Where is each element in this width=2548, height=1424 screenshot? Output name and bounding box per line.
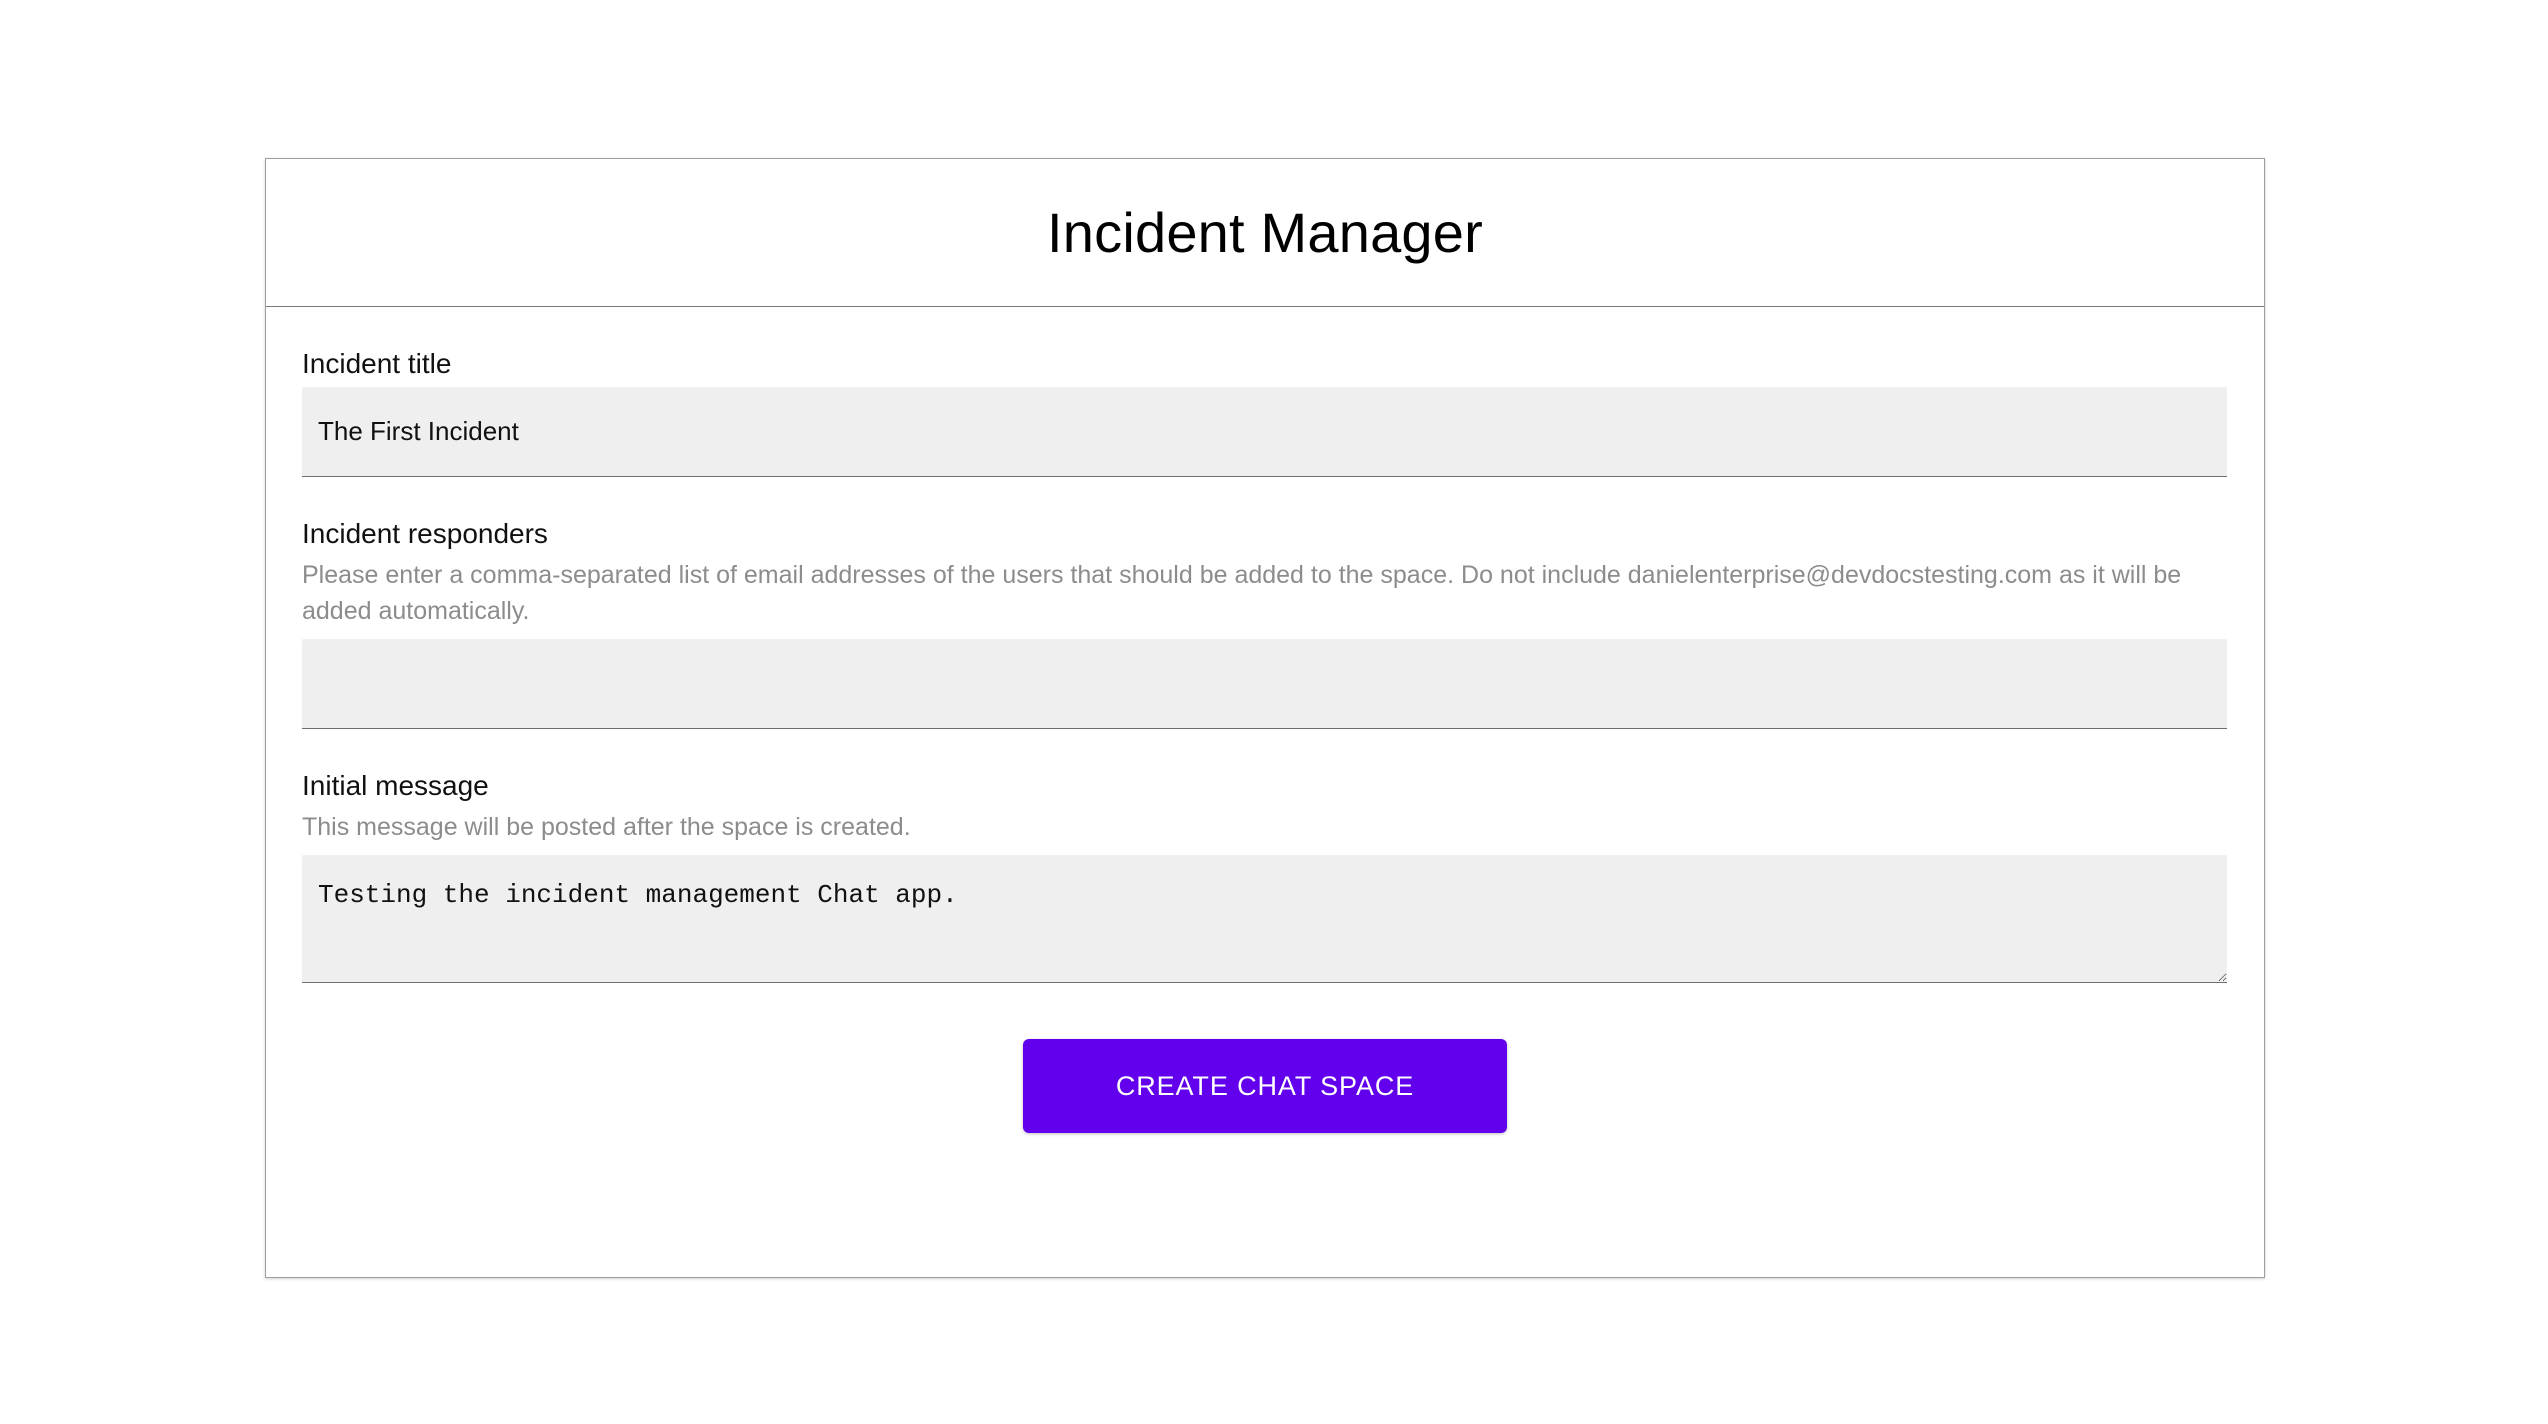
incident-responders-help: Please enter a comma-separated list of email addresses of the users that should be added to the space. Do not include danielenterprise@devdocstesting.com as it will be added automatically. <box>302 560 2182 625</box>
block-spacer <box>302 751 2228 767</box>
page-title: Incident Manager <box>1047 200 1483 264</box>
incident-manager-card <box>265 158 2265 1278</box>
initial-message-block <box>302 767 2228 983</box>
incident-title-label: Incident title <box>302 348 452 379</box>
incident-responders-input[interactable] <box>302 639 2227 729</box>
incident-title-block <box>302 345 2228 477</box>
incident-responders-label: Incident responders <box>302 517 548 549</box>
incident-responders-block <box>302 515 2228 729</box>
block-spacer <box>302 499 2228 515</box>
card-header <box>266 159 2264 307</box>
initial-message-help: This message will be posted after the space is created. <box>302 812 911 841</box>
incident-title-input[interactable] <box>302 387 2227 477</box>
card-body <box>266 307 2264 1133</box>
initial-message-label: Initial message <box>302 770 489 802</box>
create-chat-space-button[interactable]: CREATE CHAT SPACE <box>1023 1039 1507 1133</box>
submit-row <box>302 1039 2228 1133</box>
initial-message-textarea[interactable] <box>302 855 2227 983</box>
